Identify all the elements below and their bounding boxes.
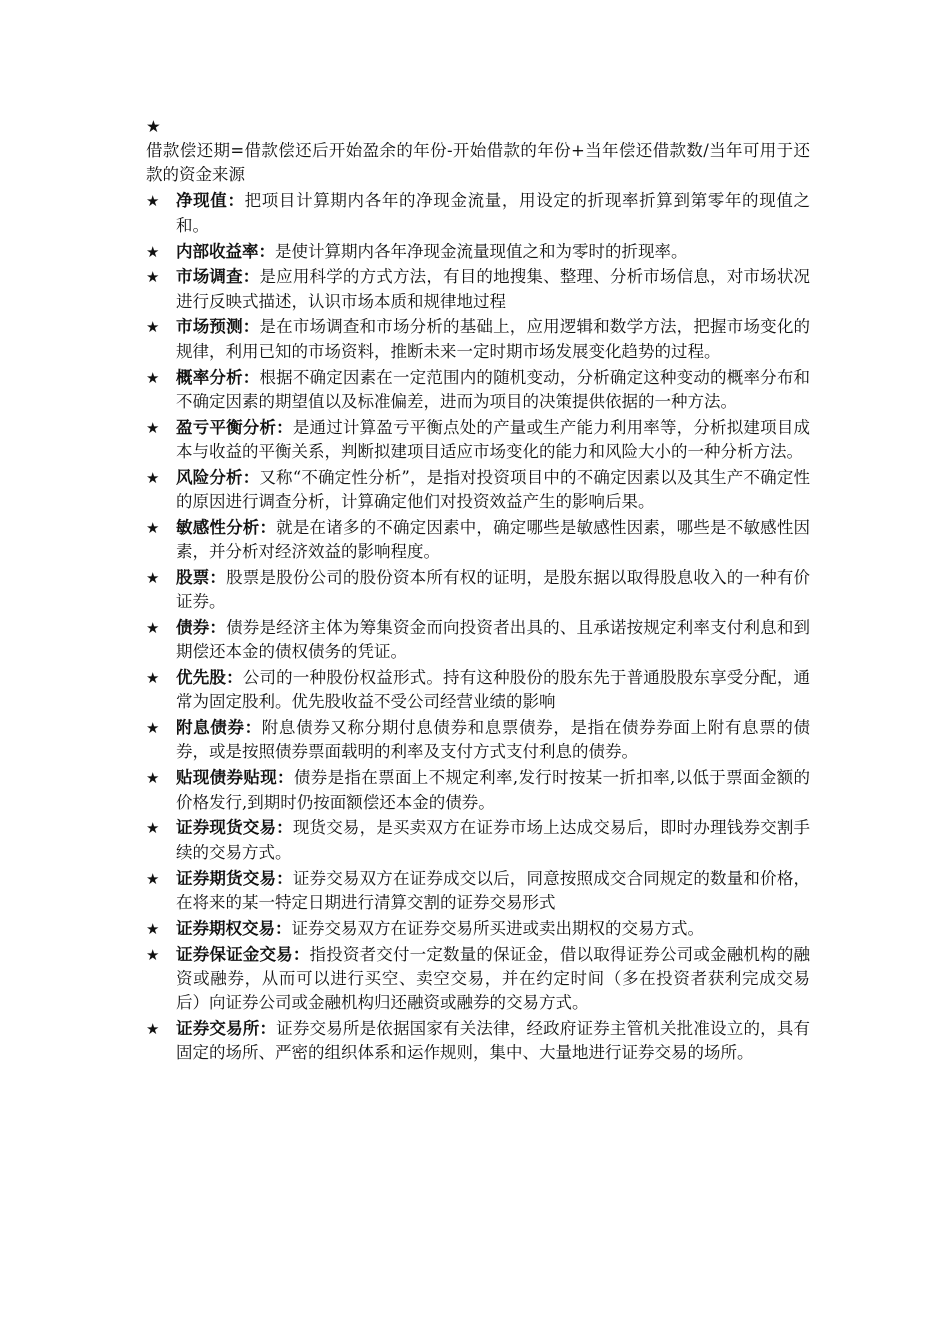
definition-text: 现货交易，是买卖双方在证券市场上达成交易后，即时办理钱券交割手续的交易方式。 bbox=[176, 818, 811, 862]
definition-item bbox=[146, 315, 810, 363]
definition-item bbox=[146, 566, 810, 614]
definition-text: 是使计算期内各年净现金流量现值之和为零时的折现率。 bbox=[275, 241, 688, 261]
definition-text: 是应用科学的方式方法，有目的地搜集、整理、分析市场信息，对市场状况进行反映式描述，认识市场本质和规律地过程 bbox=[176, 267, 811, 311]
definition-item bbox=[146, 666, 810, 714]
repayment-period-formula: 借款偿还期=借款偿还后开始盈余的年份-开始借款的年份+当年偿还借款数/当年可用于还款的资金来源 bbox=[146, 141, 810, 185]
definition-term: 债券： bbox=[176, 618, 227, 638]
definition-item bbox=[146, 816, 810, 864]
star-bullet: ★ bbox=[146, 819, 160, 838]
star-bullet: ★ bbox=[146, 192, 160, 211]
definition-term: 市场预测： bbox=[176, 317, 260, 337]
definition-term: 附息债券： bbox=[176, 718, 262, 738]
definition-term: 内部收益率： bbox=[176, 241, 275, 261]
definition-item bbox=[146, 943, 810, 1016]
definition-item bbox=[146, 716, 810, 764]
star-bullet: ★ bbox=[146, 1019, 160, 1038]
definition-text: 是在市场调查和市场分析的基础上，应用逻辑和数学方法，把握市场变化的规律，利用已知的市场资料，推断未来一定时期市场发展变化趋势的过程。 bbox=[176, 317, 811, 361]
definition-item bbox=[146, 265, 810, 313]
definition-text: 证券交易双方在证券交易所买进或卖出期权的交易方式。 bbox=[291, 918, 704, 938]
definition-text: 股票是股份公司的股份资本所有权的证明，是股东据以取得股息收入的一种有价证券。 bbox=[176, 567, 811, 612]
definition-text: 债券是经济主体为筹集资金而向投资者出具的、且承诺按规定利率支付利息和到期偿还本金的债权债务的凭证。 bbox=[176, 618, 811, 662]
definition-term: 贴现债券贴现： bbox=[176, 768, 294, 788]
definition-term: 市场调查： bbox=[176, 267, 260, 287]
definition-list bbox=[146, 189, 810, 1065]
definition-item bbox=[146, 466, 810, 514]
star-bullet: ★ bbox=[146, 468, 160, 487]
definition-text: 把项目计算期内各年的净现金流量，用设定的折现率折算到第零年的现值之和。 bbox=[176, 191, 811, 235]
definition-term: 概率分析： bbox=[176, 367, 260, 387]
definition-text: 证券交易双方在证券成交以后，同意按照成交合同规定的数量和价格，在将来的某一特定日期进行清算交割的证券交易形式 bbox=[176, 868, 811, 912]
definition-item bbox=[146, 766, 810, 814]
definition-term: 证券期货交易： bbox=[176, 868, 293, 888]
definition-text: 债券是指在票面上不规定利率,发行时按某一折扣率,以低于票面金额的价格发行,到期时仍按面额偿还本金的债券。 bbox=[176, 768, 811, 812]
star-bullet: ★ bbox=[146, 242, 160, 261]
star-bullet: ★ bbox=[146, 719, 160, 738]
star-bullet: ★ bbox=[146, 268, 160, 287]
star-bullet: ★ bbox=[146, 117, 161, 136]
definition-item bbox=[146, 616, 810, 664]
definition-item bbox=[146, 366, 810, 414]
star-bullet: ★ bbox=[146, 669, 160, 688]
definition-term: 股票： bbox=[176, 567, 227, 587]
definition-term: 证券保证金交易： bbox=[176, 944, 310, 964]
definition-text: 是通过计算盈亏平衡点处的产量或生产能力利用率等，分析拟建项目成本与收益的平衡关系，判断拟建项目适应市场变化的能力和风险大小的一种分析方法。 bbox=[176, 417, 811, 461]
definition-term: 证券期权交易： bbox=[176, 918, 292, 938]
definition-term: 净现值： bbox=[176, 191, 245, 211]
star-bullet: ★ bbox=[146, 769, 160, 788]
star-bullet: ★ bbox=[146, 518, 160, 537]
document-page bbox=[146, 115, 810, 1067]
star-bullet: ★ bbox=[146, 318, 160, 337]
definition-item bbox=[146, 189, 810, 237]
definition-term: 优先股： bbox=[176, 668, 243, 688]
definition-text: 又称“不确定性分析”，是指对投资项目中的不确定因素以及其生产不确定性的原因进行调查分析，计算确定他们对投资效益产生的影响后果。 bbox=[176, 467, 810, 511]
star-bullet: ★ bbox=[146, 919, 160, 938]
star-bullet: ★ bbox=[146, 869, 160, 888]
definition-item bbox=[146, 240, 810, 264]
definition-text: 附息债券又称分期付息债券和息票债券，是指在债券券面上附有息票的债券，或是按照债券票面载明的利率及支付方式支付利息的债券。 bbox=[176, 718, 811, 762]
definition-text: 根据不确定因素在一定范围内的随机变动，分析确定这种变动的概率分布和不确定因素的期望值以及标准偏差，进而为项目的决策提供依据的一种方法。 bbox=[176, 367, 811, 411]
definition-text: 公司的一种股份权益形式。持有这种股份的股东先于普通股股东享受分配，通常为固定股利。优先股收益不受公司经营业绩的影响 bbox=[176, 668, 811, 712]
definition-term: 敏感性分析： bbox=[176, 517, 277, 537]
definition-term: 风险分析： bbox=[176, 467, 260, 487]
star-bullet: ★ bbox=[146, 368, 160, 387]
definition-term: 证券现货交易： bbox=[176, 818, 293, 838]
definition-text: 证券交易所是依据国家有关法律，经政府证券主管机关批准设立的，具有固定的场所、严密的组织体系和运作规则，集中、大量地进行证券交易的场所。 bbox=[176, 1018, 811, 1062]
definition-term: 证券交易所： bbox=[176, 1018, 277, 1038]
definition-item bbox=[146, 867, 810, 915]
star-bullet: ★ bbox=[146, 619, 160, 638]
definition-item bbox=[146, 917, 810, 941]
star-bullet: ★ bbox=[146, 418, 160, 437]
definition-item bbox=[146, 1017, 810, 1065]
definition-item bbox=[146, 516, 810, 564]
definition-text: 指投资者交付一定数量的保证金，借以取得证券公司或金融机构的融资或融券，从而可以进行买空、卖空交易，并在约定时间（多在投资者获利完成交易后）向证券公司或金融机构归还融资或融券的交易方式。 bbox=[176, 944, 811, 1012]
definition-item bbox=[146, 416, 810, 464]
star-bullet: ★ bbox=[146, 568, 160, 587]
definition-term: 盈亏平衡分析： bbox=[176, 417, 293, 437]
star-bullet: ★ bbox=[146, 945, 160, 964]
definition-text: 就是在诸多的不确定因素中，确定哪些是敏感性因素，哪些是不敏感性因素，并分析对经济效益的影响程度。 bbox=[176, 517, 811, 562]
